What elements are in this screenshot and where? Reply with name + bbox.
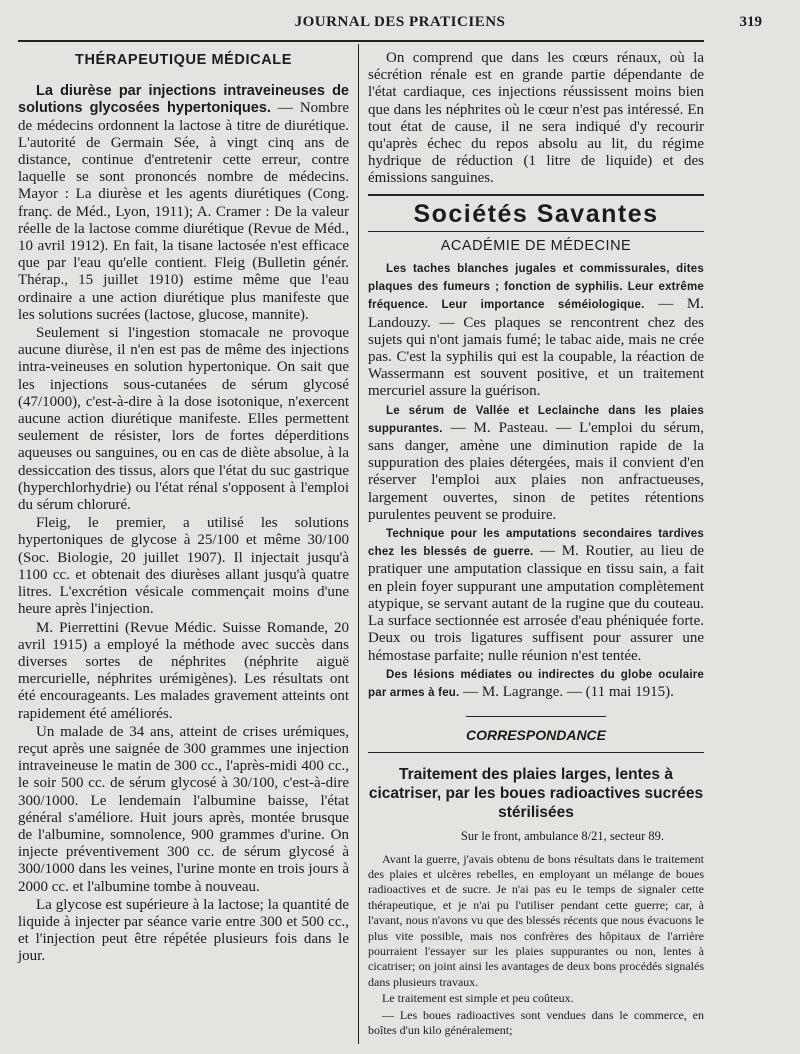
item-title: Technique pour les amputations secondaires tardives chez les blessés de guerre. — [368, 528, 704, 559]
item-title: Des lésions médiates ou indirectes du globe oculaire par armes à feu. — [368, 668, 704, 699]
paragraph: Un malade de 34 ans, atteint de crises urémiques, reçut après une saignée de 300 grammes une injection intraveineuse le matin de 300 cc., l'après-midi 400 cc., le soir 500 cc. de sérum glycosé à 30/100, c'est-à-dire 300/1000. Le lendemain l'albumine baisse, l'état général s'améliore. Huit jours après, montée brusque de l'albumine, somnolence, 900 grammes d'urine. On injecte préventivement 300 cc. de sérum glycosé à 300/1000 dans les veines, l'urine monte en trois jours à 2000 cc. et l'albumine tombe à nouveau. — [18, 723, 349, 895]
section-title-societes: Sociétés Savantes — [413, 199, 659, 228]
subsection-heading-academie: ACADÉMIE DE MÉDECINE — [440, 237, 632, 254]
section-heading-therapeutique: THÉRAPEUTIQUE MÉDICALE — [74, 52, 292, 68]
right-column — [368, 50, 704, 1039]
paragraph — [18, 83, 349, 324]
society-item — [368, 666, 704, 702]
paragraph: Fleig, le premier, a utilisé les solutions hypertoniques de glycose à 25/100 et même 30/100 (Soc. Biologie, 20 juillet 1907). Il injectait jusqu'à 1100 cc. et obtenait des diurèses allant jusqu'à quatre litres. L'excrétion vésicale commençait moins d'une heure après l'injection. — [18, 515, 349, 618]
paragraph-text: — Nombre de médecins ordonnent la lactose à titre de diurétique. L'autorité de Germain Sée, à vingt cinq ans de distance, continue d'entretenir cette erreur, contre laquelle se sont prononcés nombre de médecins. Mayor : La diurèse et les agents diurétiques (Cong. franç. de Méd., Lyon, 1911); A. Cramer : De la valeur réelle de la lactose comme diurétique (Revue de Méd., 10 avril 1912). En fait, la tisane lactosée n'est efficace que par l'eau qu'elle contient. Fleig (Bulletin génér. Thérap., 15 juillet 1910) estime même que l'eau ordinaire a une action diurétique plus manifeste que les solutions sucrées (lactose, glucose, mannite). — [18, 100, 349, 323]
society-item — [368, 525, 704, 665]
article-lead-in: La diurèse par injections intraveineuses de solutions glycosées hypertoniques. — [18, 83, 349, 117]
paragraph: On comprend que dans les cœurs rénaux, où la sécrétion rénale est en grande partie dépendante de l'état cardiaque, ces injections réussissent moins bien que dans les néphrites où le cœur n'est pas intéressé. En tout état de cause, il ne sera indiqué d'y recourir qu'après échec du repos absolu au lit, du régime hydrique de réduction (1 litre de liquide) et des émissions sanguines. — [368, 50, 704, 187]
society-item — [368, 402, 704, 524]
header-rule — [18, 40, 704, 42]
item-title: Les taches blanches jugales et commissurales, dites plaques des fumeurs ; fonction de syphilis. Leur extrême fréquence. Leur importance séméiologique. — [368, 263, 704, 312]
correspondance-heading: CORRESPONDANCE — [465, 727, 606, 744]
society-item — [368, 260, 704, 401]
left-column — [18, 50, 349, 967]
page-number: 319 — [739, 14, 762, 30]
item-text: — M. Pasteau. — L'emploi du sérum, sans danger, amène une diminution rapide de la suppuration des plaies détergées, mais il convient d'en réserver l'emploi aux plaies non anfractueuses, largement ouvertes, sinon de petites rétentions purulentes peuvent se produire. — [368, 419, 704, 523]
paragraph: Seulement si l'ingestion stomacale ne provoque aucune diurèse, il n'en est pas de même des injections intra-veineuses en solution hypertonique. On sait que les injections sous-cutanées de sérum glycosé (47/1000), c'est-à-dire à la dose isotonique, n'exercent aucune action diurétique manifeste. Elles permettent seulement de résister, lors de fortes déperditions aqueuses ou sanguines, ou en cas de diète absolue, à la dessiccation des tissus, alors que l'état du suc gastrique (hyperchlorhydrie) ou l'état rénal s'opposent à l'emploi du sérum chloruré. — [18, 325, 349, 514]
article-title: Traitement des plaies larges, lentes à cicatriser, par les boues radioactives sucrées stérilisées — [368, 766, 704, 822]
paragraph: La glycose est supérieure à la lactose; la quantité de liquide à injecter par séance varie entre 300 et 500 cc., et l'injection peut être répétée plusieurs fois dans le jour. — [18, 896, 349, 965]
dateline: Sur le front, ambulance 8/21, secteur 89. — [460, 829, 664, 844]
letter-body — [368, 852, 704, 1039]
item-title: Le sérum de Vallée et Leclainche dans les plaies suppurantes. — [368, 404, 704, 435]
item-text: — M. Landouzy. — Ces plaques se rencontrent chez des sujets qui n'ont jamais fumé; le tabac aide, mais ne crée pas. C'est la syphilis qui est la coupable, la réaction de Wassermann est souvent positive, et un traitement mercuriel assure la guérison. — [368, 296, 704, 400]
paragraph: — Les boues radioactives sont vendues dans le commerce, en boîtes d'un kilo généralement; — [368, 1007, 704, 1037]
paragraph: M. Pierrettini (Revue Médic. Suisse Romande, 20 avril 1915) a employé la méthode avec succès dans diverses sortes de néphrites (néphrite aiguë mercurielle, néphrites urémigènes). Les résultats ont été encourageants. Les malades gravement atteints ont rapidement été améliorés. — [18, 619, 349, 722]
paragraph: Avant la guerre, j'avais obtenu de bons résultats dans le traitement des plaies et ulcères rebelles, en employant un mélange de boues radioactives et de sucre. Je n'ai pas eu le temps de signaler cette thérapeutique, et je n'ai pu l'utiliser pendant cette guerre; car, à l'avant, nous n'avons vu que des blessés récents que nous évacuons le plus vite possible, mais nos confrères des hôpitaux de l'arrière pourraient l'essayer sur les plaies suppurantes ou non, lentes à cicatriser; on joint ainsi les avantages de deux bons procédés signalés dans plusieurs travaux. — [368, 851, 704, 989]
paragraph: Le traitement est simple et peu coûteux. — [382, 991, 574, 1006]
item-text: — M. Routier, au lieu de pratiquer une amputation classique en tissu sain, a fait en plein foyer suppurant une amputation complètement atypique, se servant autant de la rugine que du couteau. La surface sectionnée est arrosée d'eau phéniquée forte. Deux ou trois ligatures suffisent pour assurer une hémostase parfaite; nulle réunion n'est tentée. — [368, 543, 704, 664]
running-header — [20, 14, 780, 36]
running-title: JOURNAL DES PRATICIENS — [294, 14, 506, 30]
section-rule — [368, 231, 704, 232]
item-text: — M. Lagrange. — (11 mai 1915). — [459, 683, 674, 700]
column-divider — [358, 44, 359, 1044]
section-rule — [466, 716, 606, 717]
section-rule — [368, 752, 704, 753]
section-rule — [368, 194, 704, 196]
